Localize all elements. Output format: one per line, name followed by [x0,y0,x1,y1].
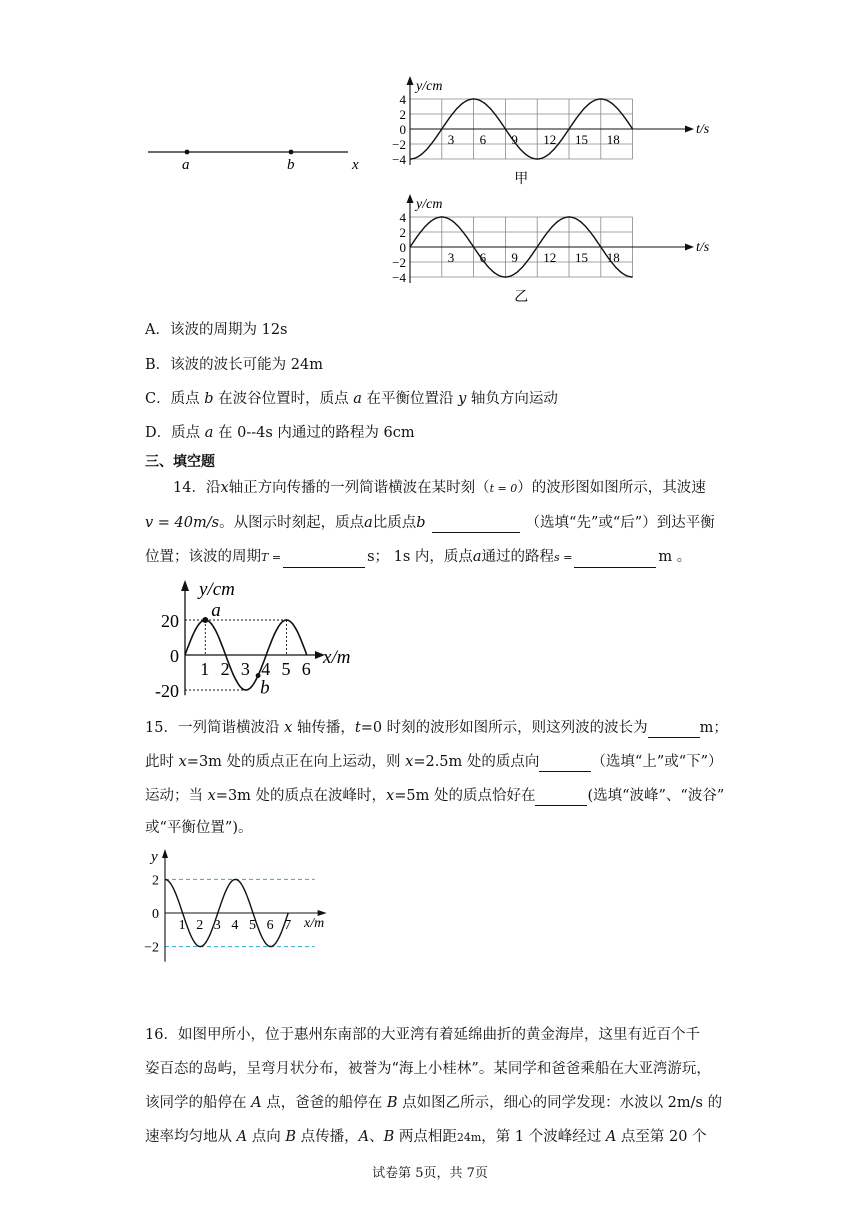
graph-jia [365,70,725,190]
x-axis-arrow [685,244,694,251]
x-tick-label: 4 [261,659,271,679]
q16-line2: 姿百态的岛屿，呈弯月状分布，被誉为“海上小桂林”。某同学和爸爸乘船在大亚湾游玩， [145,1061,711,1077]
x-tick-label: 6 [266,918,274,933]
x-tick-label: 12 [543,132,557,147]
q15-line2: 此时 x=3m 处的质点正在向上运动，则 x=2.5m 处的质点向 （选填“上”或“下”） [145,754,723,770]
q15-blank-2[interactable] [539,755,591,772]
page-footer: 试卷第 5页，共 7页 [372,1166,488,1181]
y-tick-label: 0 [399,122,406,137]
x-axis-arrow [685,126,694,133]
y-tick-label: −2 [144,940,159,956]
x-tick-label: 3 [213,918,221,933]
y-tick-label: 20 [161,611,179,631]
y-tick-label: -20 [155,681,179,700]
q14-line1: 14．沿x轴正方向传播的一列简谐横波在某时刻（t = 0）的波形图如图所示，其波速 [173,480,706,496]
y-tick-label: −2 [392,255,406,270]
q15-line4: 或“平衡位置”)。 [145,820,253,836]
point-a-label: a [182,157,190,173]
y-axis-arrow [407,194,414,203]
graph-q14 [140,575,380,700]
point-a-label: a [211,600,221,621]
x-tick-label: 15 [575,250,588,265]
x-tick-label: 7 [284,918,292,933]
x-tick-label: 3 [447,250,455,265]
x-tick-label: 1 [178,918,186,933]
q14-blank-2[interactable] [283,551,365,568]
point-b-label: b [260,677,270,699]
x-tick-label: 5 [249,918,256,933]
axis-x-label: x [352,157,359,173]
q15-line3: 运动；当 x=3m 处的质点在波峰时，x=5m 处的质点恰好在 (选填“波峰”、“波谷” [145,788,725,804]
y-axis-arrow [407,76,414,85]
graph-yi [365,188,725,308]
graph-caption: 乙 [514,290,529,305]
y-tick-label: −4 [392,152,406,167]
x-axis-label: x/m [323,647,351,668]
x-tick-label: 3 [240,659,250,679]
x-tick-label: 4 [231,918,239,933]
option-b: B．该波的波长可能为 24m [145,357,323,373]
option-d: D．质点 a 在 0--4s 内通过的路程为 6cm [145,425,415,441]
q14-blank-3[interactable] [574,551,656,568]
graph-q15 [140,845,340,970]
x-tick-label: 6 [301,659,311,679]
x-tick-label: 2 [196,918,204,933]
q15-line1: 15．一列简谐横波沿 x 轴传播，t=0 时刻的波形如图所示，则这列波的波长为 m； [145,720,728,736]
q14-line3: 位置；该波的周期T = s； 1s 内，质点a通过的路程s = m 。 [145,547,691,568]
x-tick-label: 6 [479,132,487,147]
y-axis-label: y/cm [416,197,443,212]
y-tick-label: 2 [399,225,406,240]
x-tick-label: 18 [606,250,620,265]
q15-blank-3[interactable] [535,789,587,806]
point-b-dot [289,150,294,155]
x-axis-label: t/s [696,122,710,137]
x-axis-label: t/s [696,240,710,255]
x-tick-label: 5 [281,659,291,679]
x-tick-label: 3 [447,132,455,147]
y-tick-label: 0 [170,646,179,666]
q15-blank-1[interactable] [648,721,700,738]
x-tick-label: 9 [511,250,518,265]
y-tick-label: 0 [152,907,159,922]
q16-line3: 该同学的船停在 A 点，爸爸的船停在 B 点如图乙所示，细心的同学发现：水波以 2m/s 的 [145,1095,723,1111]
y-tick-label: 2 [152,873,159,889]
x-tick-label: 1 [200,659,210,679]
x-tick-label: 9 [511,132,518,147]
q14-blank-1[interactable] [432,516,520,533]
point-a-dot [185,150,190,155]
y-axis-arrow [181,580,189,591]
x-tick-label: 18 [606,132,620,147]
q16-line4: 速率均匀地从 A 点向 B 点传播，A、B 两点相距24m，第 1 个波峰经过 A 点至第 20 个 [145,1129,707,1145]
q16-line1: 16．如图甲所小，位于惠州东南部的大亚湾有着延绵曲折的黄金海岸，这里有近百个千 [145,1027,700,1043]
line-figure-ab [140,135,380,175]
graph-caption: 甲 [514,172,529,187]
x-axis-label: x/m [304,916,325,931]
x-tick-label: 12 [543,250,557,265]
y-axis-arrow [162,849,168,858]
x-tick-label: 6 [479,250,487,265]
y-tick-label: 2 [399,107,406,122]
point-a-dot [202,617,208,623]
x-tick-label: 2 [220,659,230,679]
q14-line2: v = 40m/s。从图示时刻起，质点a比质点b （选填“先”或“后”）到达平衡 [145,515,715,531]
y-axis-label: y/cm [199,579,235,600]
y-tick-label: 0 [399,240,406,255]
y-tick-label: −2 [392,137,406,152]
y-tick-label: −4 [392,270,406,285]
y-tick-label: 4 [399,92,406,107]
section-title: 三、填空题 [145,454,215,470]
y-axis-label: y [151,849,158,865]
point-b-label: b [287,157,295,173]
option-c: C．质点 b 在波谷位置时，质点 a 在平衡位置沿 y 轴负方向运动 [145,391,558,407]
y-axis-label: y/cm [416,79,443,94]
y-tick-label: 4 [399,210,406,225]
option-a: A．该波的周期为 12s [145,322,288,338]
x-tick-label: 15 [575,132,588,147]
